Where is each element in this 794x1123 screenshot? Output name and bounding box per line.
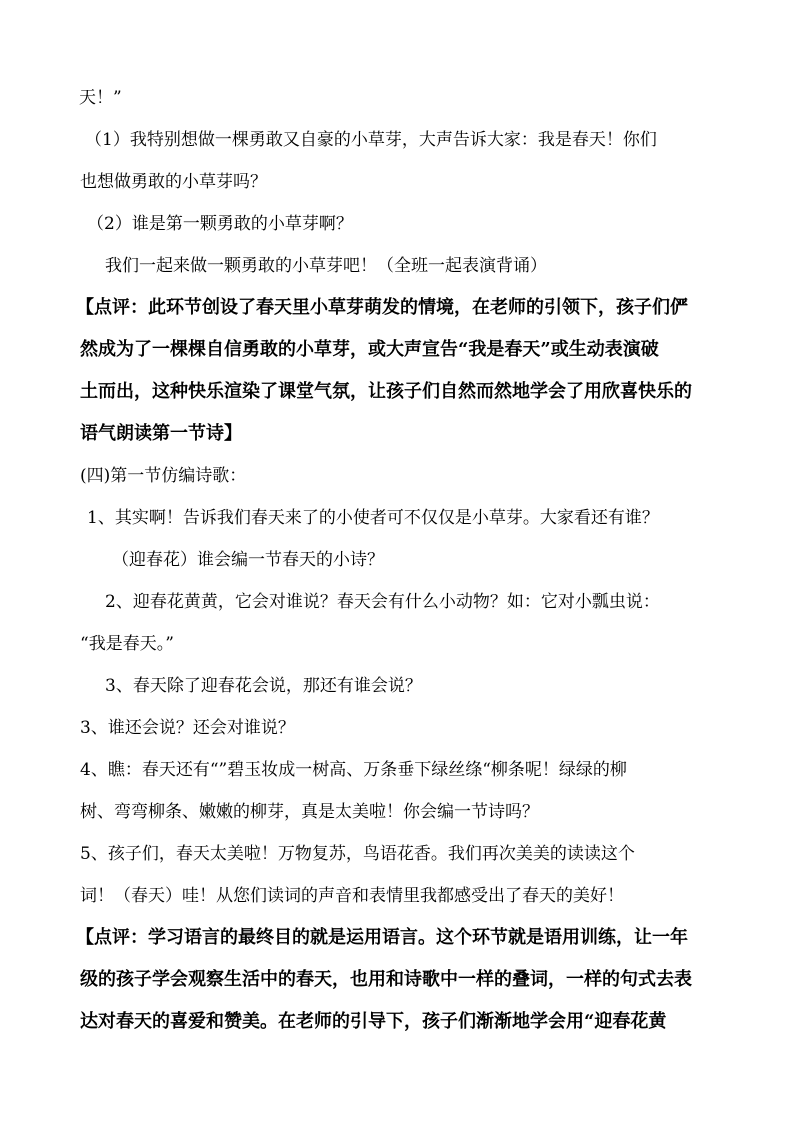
- comment-line: 【点评：此环节创设了春天里小草芽萌发的情境，在老师的引领下，孩子们俨: [76, 297, 688, 318]
- comment-line: 土而出，这种快乐渲染了课堂气氛，让孩子们自然而然地学会了用欣喜快乐的: [80, 381, 692, 402]
- text-line: 1、其实啊！告诉我们春天来了的小使者可不仅仅是小草芽。大家看还有谁？: [87, 508, 659, 528]
- comment-line: 语气朗读第一节诗】: [80, 423, 242, 444]
- text-line: 3、谁还会说？还会对谁说？: [80, 718, 295, 738]
- comment-line: 达对春天的喜爱和赞美。在老师的引导下，孩子们渐渐地学会用“迎春花黄: [80, 1011, 667, 1032]
- text-line: 词！（春天）哇！从您们读词的声音和表情里我都感受出了春天的美好！: [80, 886, 624, 906]
- comment-line: 级的孩子学会观察生活中的春天，也用和诗歌中一样的叠词，一样的句式去表: [80, 969, 692, 990]
- text-line: 3、春天除了迎春花会说，那还有谁会说？: [105, 676, 422, 696]
- text-line: 树、弯弯柳条、嫩嫩的柳芽，真是太美啦！你会编一节诗吗？: [80, 802, 539, 822]
- text-line: “我是春天。”: [80, 634, 174, 654]
- text-line: 也想做勇敢的小草芽吗？: [80, 172, 267, 192]
- text-line: 我们一起来做一颗勇敢的小草芽吧！（全班一起表演背诵）: [105, 256, 547, 276]
- text-line: （1）我特别想做一棵勇敢又自豪的小草芽，大声告诉大家：我是春天！你们: [85, 130, 657, 150]
- text-line: 4、瞧：春天还有“”碧玉妆成一树高、万条垂下绿丝绦“柳条呢！绿绿的柳: [80, 760, 627, 780]
- text-line: （迎春花）谁会编一节春天的小诗？: [112, 550, 384, 570]
- text-line: 天！”: [79, 88, 122, 108]
- section-heading: (四)第一节仿编诗歌：: [80, 466, 247, 486]
- text-line: 2、迎春花黄黄，它会对谁说？春天会有什么小动物？如：它对小瓢虫说：: [105, 592, 660, 612]
- text-line: （2）谁是第一颗勇敢的小草芽啊？: [87, 214, 353, 234]
- text-line: 5、孩子们，春天太美啦！万物复苏，鸟语花香。我们再次美美的读读这个: [80, 844, 635, 864]
- comment-line: 然成为了一棵棵自信勇敢的小草芽，或大声宣告“我是春天”或生动表演破: [80, 339, 659, 360]
- comment-line: 【点评：学习语言的最终目的就是运用语言。这个环节就是语用训练，让一年: [76, 927, 688, 948]
